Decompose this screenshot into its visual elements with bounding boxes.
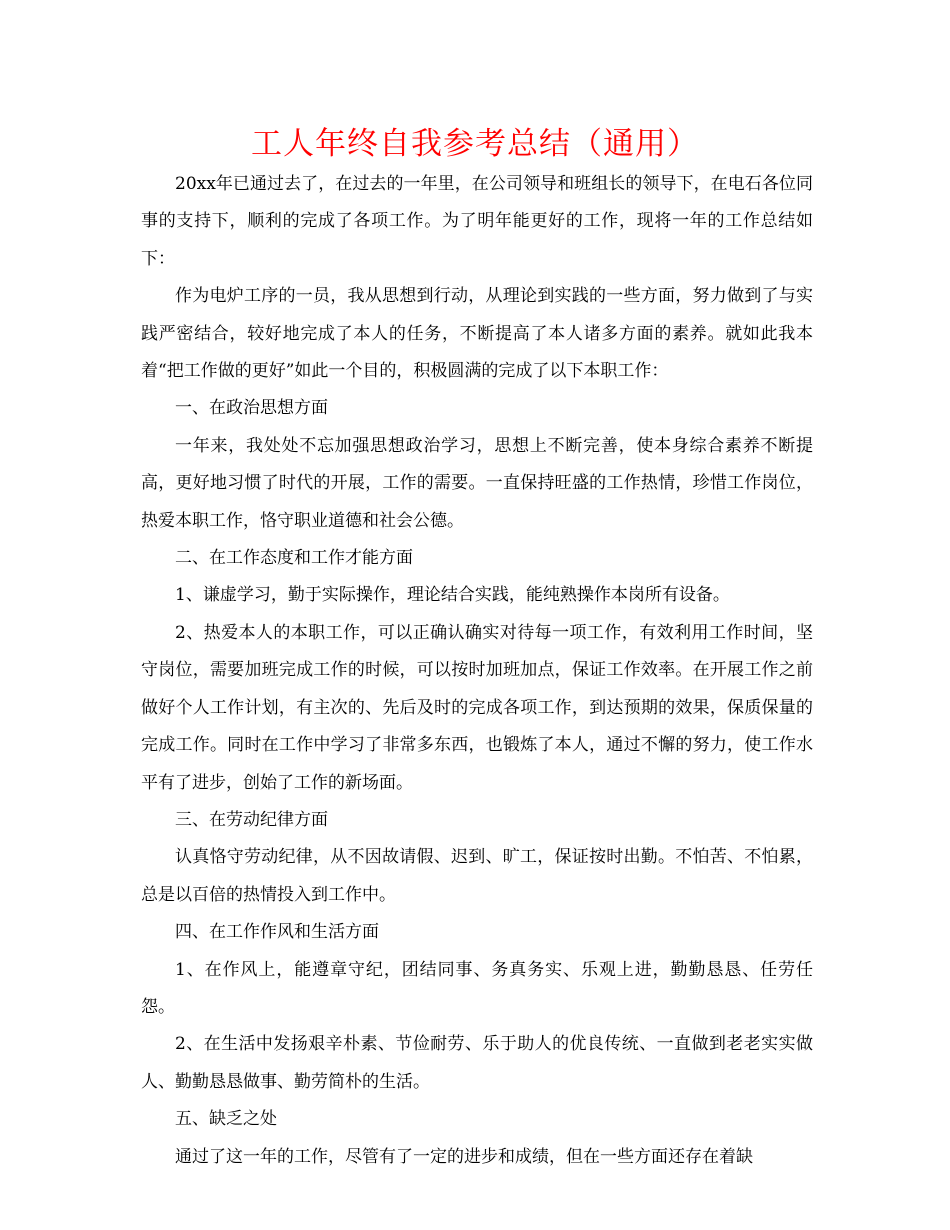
section-heading-shortcomings: 五、缺乏之处 [175,1109,277,1130]
paragraph-role: 作为电炉工序的一员，我从思想到行动，从理论到实践的一些方面，努力做到了与实践严密结合，较好地完成了本人的任务，不断提高了本人诸多方面的素养。就如此我本着“把工作做的更好”如此一个目的，积极圆满的完成了以下本职工作： [141,286,813,382]
section-heading-political: 一、在政治思想方面 [175,398,328,419]
paragraph-style-2: 2、在生活中发扬艰辛朴素、节俭耐劳、乐于助人的优良传统、一直做到老老实实做人、勤勤恳恳做事、勤劳简朴的生活。 [141,1034,813,1092]
paragraph-shortcomings: 通过了这一年的工作，尽管有了一定的进步和成绩，但在一些方面还存在着缺 [175,1146,753,1167]
paragraph-political: 一年来，我处处不忘加强思想政治学习，思想上不断完善，使本身综合素养不断提高，更好地习惯了时代的开展，工作的需要。一直保持旺盛的工作热情，珍惜工作岗位，热爱本职工作，恪守职业道德和社会公德。 [141,435,813,531]
paragraph-attitude-2: 2、热爱本人的本职工作，可以正确认确实对待每一项工作，有效利用工作时间，坚守岗位，需要加班完成工作的时候，可以按时加班加点，保证工作效率。在开展工作之前做好个人工作计划，有主次的、先后及时的完成各项工作，到达预期的效果，保质保量的完成工作。同时在工作中学习了非常多东西，也锻炼了本人，通过不懈的努力，使工作水平有了进步，创始了工作的新场面。 [141,622,813,793]
section-heading-attitude: 二、在工作态度和工作才能方面 [175,548,413,569]
paragraph-intro: 20xx年已通过去了，在过去的一年里，在公司领导和班组长的领导下，在电石各位同事的支持下，顺利的完成了各项工作。为了明年能更好的工作，现将一年的工作总结如下： [141,174,813,269]
section-heading-style: 四、在工作作风和生活方面 [175,922,379,943]
document-title: 工人年终自我参考总结（通用） [251,126,699,162]
paragraph-attitude-1: 1、谦虚学习，勤于实际操作，理论结合实践，能纯熟操作本岗所有设备。 [175,585,730,606]
document-body [141,166,813,1176]
paragraph-style-1: 1、在作风上，能遵章守纪，团结同事、务真务实、乐观上进，勤勤恳恳、任劳任怨。 [141,959,813,1017]
section-heading-discipline: 三、在劳动纪律方面 [175,809,328,830]
paragraph-discipline: 认真恪守劳动纪律，从不因故请假、迟到、旷工，保证按时出勤。不怕苦、不怕累，总是以百倍的热情投入到工作中。 [141,847,813,905]
